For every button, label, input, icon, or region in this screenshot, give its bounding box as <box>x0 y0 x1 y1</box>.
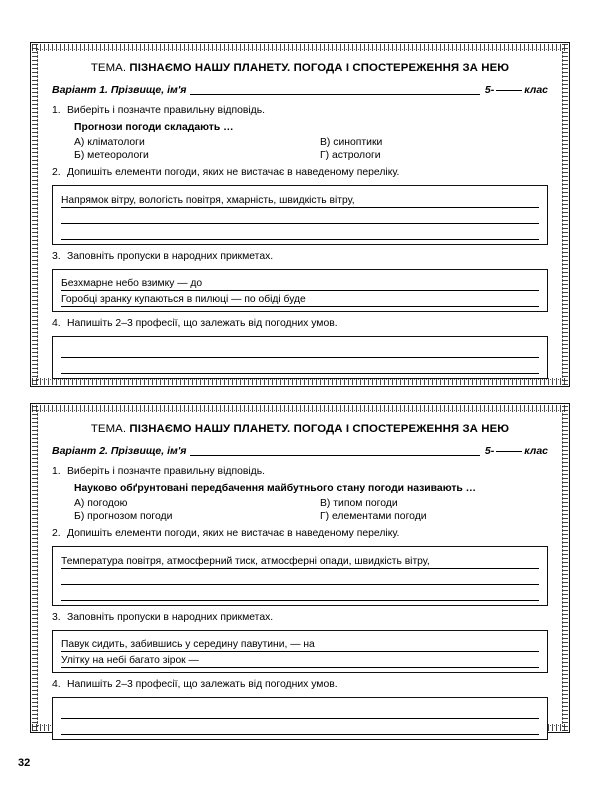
saying-text-1: Безхмарне небо взимку — до <box>61 278 203 289</box>
question-number-1-2: 2. <box>52 167 61 178</box>
saying-text-2: Горобці зранку купаються в пилюці — по обіді буде <box>61 294 306 305</box>
question-1-1 <box>52 105 548 116</box>
saying-text-1: Павук сидить, забившись у середину павутини, — на <box>61 639 315 650</box>
answer-key: В) <box>320 137 331 148</box>
answer-label: елементами погоди <box>331 511 427 522</box>
answer-label: кліматологи <box>87 137 145 148</box>
question-number-1-4: 4. <box>52 318 61 329</box>
question-1-4 <box>52 318 548 329</box>
prompt-line-2-2[interactable] <box>61 552 539 569</box>
class-field-1[interactable] <box>485 84 548 96</box>
variant-row-2 <box>52 444 548 457</box>
answer-option-a-2[interactable] <box>74 498 302 509</box>
question-text-2-3: Заповніть пропуски в народних прикметах. <box>67 612 274 623</box>
answer-box-1-4[interactable] <box>52 336 548 379</box>
question-text-2-4: Напишіть 2–3 професії, що залежать від погодних умов. <box>67 679 338 690</box>
worksheet-card-1 <box>30 42 570 387</box>
page-title-2 <box>52 423 548 435</box>
answer-options-1-1 <box>74 137 548 161</box>
answer-option-a-1[interactable] <box>74 137 302 148</box>
question-number-1-3: 3. <box>52 251 61 262</box>
question-text-2-2: Допишіть елементи погоди, яких не вистачає в наведеному переліку. <box>67 528 400 539</box>
worksheet-body-1 <box>37 49 563 380</box>
class-label-1: клас <box>524 84 548 96</box>
question-text-1-1: Виберіть і позначте правильну відповідь. <box>67 105 266 116</box>
answer-label: синоптики <box>333 137 383 148</box>
class-field-2[interactable] <box>485 445 548 457</box>
saying-text-2: Улітку на небі багато зірок — <box>61 655 199 666</box>
question-text-2-1: Виберіть і позначте правильну відповідь. <box>67 466 266 477</box>
answer-option-g-1[interactable] <box>302 150 548 161</box>
question-stem-1-1: Прогнози погоди складають … <box>74 122 234 133</box>
answer-key: В) <box>320 498 331 509</box>
title-lead-2: ТЕМА. <box>90 423 127 435</box>
write-line[interactable] <box>61 585 539 601</box>
saying-line-2[interactable] <box>61 291 539 307</box>
answer-key: А) <box>74 137 85 148</box>
answer-box-2-2[interactable] <box>52 546 548 606</box>
saying-line-1[interactable] <box>61 275 539 291</box>
title-main-2: ПІЗНАЄМО НАШУ ПЛАНЕТУ. ПОГОДА І СПОСТЕРЕЖЕННЯ ЗА НЕЮ <box>129 423 510 435</box>
page-number: 32 <box>18 757 31 769</box>
variant-row-1 <box>52 83 548 96</box>
prompt-text-1-2: Напрямок вітру, вологість повітря, хмарність, швидкість вітру, <box>61 195 355 206</box>
question-number-2-3: 3. <box>52 612 61 623</box>
question-number-2-1: 1. <box>52 466 61 477</box>
write-line[interactable] <box>61 208 539 224</box>
answer-row <box>74 137 548 148</box>
saying-line-2[interactable] <box>61 652 539 668</box>
answer-label: метеорологи <box>87 150 149 161</box>
student-name-field-2[interactable] <box>190 444 479 456</box>
write-line[interactable] <box>61 569 539 585</box>
title-main-1: ПІЗНАЄМО НАШУ ПЛАНЕТУ. ПОГОДА І СПОСТЕРЕЖЕННЯ ЗА НЕЮ <box>129 62 510 74</box>
write-line[interactable] <box>61 224 539 240</box>
answer-label: прогнозом погоди <box>87 511 173 522</box>
question-1-2 <box>52 167 548 178</box>
answer-option-b-2[interactable] <box>74 511 302 522</box>
question-2-4 <box>52 679 548 690</box>
question-text-1-2: Допишіть елементи погоди, яких не вистачає в наведеному переліку. <box>67 167 400 178</box>
answer-box-2-3[interactable] <box>52 630 548 673</box>
question-2-3 <box>52 612 548 623</box>
answer-option-v-2[interactable] <box>302 498 548 509</box>
answer-row <box>74 150 548 161</box>
answer-key: Г) <box>320 150 330 161</box>
question-text-1-3: Заповніть пропуски в народних прикметах. <box>67 251 274 262</box>
class-label-2: клас <box>524 445 548 457</box>
answer-option-v-1[interactable] <box>302 137 548 148</box>
write-line[interactable] <box>61 719 539 735</box>
variant-label-1: Варіант 1. Прізвище, ім'я <box>52 84 187 96</box>
answer-row <box>74 511 548 522</box>
answer-options-2-1 <box>74 498 548 522</box>
answer-key: Б) <box>74 511 85 522</box>
class-value-1: 5- <box>484 84 495 96</box>
variant-label-2: Варіант 2. Прізвище, ім'я <box>52 445 187 457</box>
answer-key: Б) <box>74 150 85 161</box>
question-number-2-4: 4. <box>52 679 61 690</box>
question-stem-2-1: Науково обґрунтовані передбачення майбутнього стану погоди називають … <box>74 483 477 494</box>
question-2-1 <box>52 466 548 477</box>
title-lead-1: ТЕМА. <box>90 62 127 74</box>
answer-label: астрологи <box>331 150 381 161</box>
answer-label: погодою <box>87 498 128 509</box>
answer-row <box>74 498 548 509</box>
prompt-line-1-2[interactable] <box>61 191 539 208</box>
question-text-1-4: Напишіть 2–3 професії, що залежать від погодних умов. <box>67 318 338 329</box>
answer-key: А) <box>74 498 85 509</box>
answer-key: Г) <box>320 511 330 522</box>
question-number-1-1: 1. <box>52 105 61 116</box>
answer-option-g-2[interactable] <box>302 511 548 522</box>
page-title-1 <box>52 62 548 74</box>
answer-box-2-4[interactable] <box>52 697 548 740</box>
question-number-2-2: 2. <box>52 528 61 539</box>
worksheet-body-2 <box>37 410 563 726</box>
answer-option-b-1[interactable] <box>74 150 302 161</box>
prompt-text-2-2: Температура повітря, атмосферний тиск, атмосферні опади, швидкість вітру, <box>61 556 430 567</box>
write-line[interactable] <box>61 358 539 374</box>
worksheet-card-2 <box>30 403 570 733</box>
write-line[interactable] <box>61 342 539 358</box>
answer-box-1-2[interactable] <box>52 185 548 245</box>
class-value-2: 5- <box>484 445 495 457</box>
saying-line-1[interactable] <box>61 636 539 652</box>
question-1-3 <box>52 251 548 262</box>
answer-label: типом погоди <box>333 498 398 509</box>
answer-box-1-3[interactable] <box>52 269 548 312</box>
write-line[interactable] <box>61 703 539 719</box>
question-2-2 <box>52 528 548 539</box>
student-name-field-1[interactable] <box>190 83 479 95</box>
